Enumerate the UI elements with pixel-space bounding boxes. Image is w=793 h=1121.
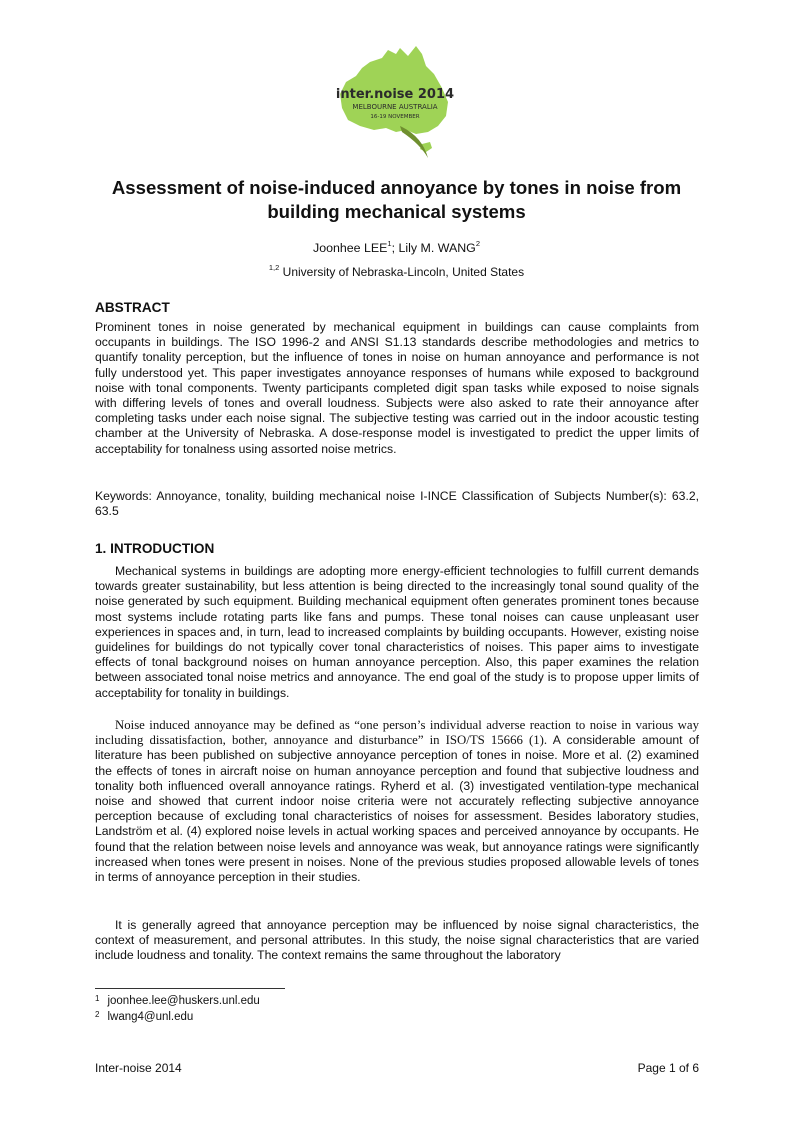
title-line-2: building mechanical systems xyxy=(267,201,526,222)
author-1-sup: 1 xyxy=(387,239,392,248)
footnote-1 xyxy=(95,995,260,1007)
intro-paragraph-2 xyxy=(95,718,699,885)
keywords: Keywords: Annoyance, tonality, building mechanical noise I-INCE Classification of Subjects Number(s): 63.2, 63.5 xyxy=(95,489,699,519)
footnote-1-number: 1 xyxy=(95,994,100,1003)
intro-paragraph-2-body: A considerable amount of literature has been published on subjective annoyance perception of tones in noise. More et al. (2) examined the effects of tones in aircraft noise on human annoyance perception and found that subjective loudness and tonality both influenced overall annoyance ratings. Ryherd et al. (3) investigated ventilation-type mechanical noise and showed that current indoor noise criteria were not accurately reflecting subjective annoyance perception because of excluding tonal characteristics of noises for assessment. Besides laboratory studies, Landström et al. (4) explored noise levels in actual working spaces and perceived annoyance by occupants. He found that the relation between noise levels and annoyance was weak, but annoyance ratings were significantly increased when tones were present in noises. None of the previous studies proposed allowable levels of tones in terms of annoyance perception in their studies. xyxy=(95,733,699,885)
intro-paragraph-3: It is generally agreed that annoyance perception may be influenced by noise signal characteristics, the context of measurement, and personal attributes. In this study, the noise signal characteristics that are varied include loudness and tonality. The context remains the same throughout the laboratory xyxy=(95,918,699,963)
author-1: Joonhee LEE xyxy=(313,241,388,255)
conference-logo xyxy=(330,40,460,165)
australia-map-icon xyxy=(330,40,460,165)
abstract-text: Prominent tones in noise generated by mechanical equipment in buildings can cause complaints from occupants in buildings. The ISO 1996-2 and ANSI S1.13 standards describe methodologies and metrics to quantify tonality perception, but the influence of tones in noise on human annoyance and performance is not fully understood yet. This paper investigates annoyance responses of humans while exposed to background noise with tonal components. Twenty participants completed digit span tasks while exposed to noise signals with differing levels of tones and overall loudness. Subjects were also asked to rate their annoyance after completing tasks under each noise signal. The subjective testing was carried out in the indoor acoustic testing chamber at the University of Nebraska. A dose-response model is investigated to predict the upper limits of acceptability for tonalness using assorted noise metrics. xyxy=(95,320,699,456)
section-heading-introduction: 1. INTRODUCTION xyxy=(95,541,215,556)
title-line-1: Assessment of noise-induced annoyance by tones in noise from xyxy=(111,177,682,198)
logo-dates: 16-19 NOVEMBER xyxy=(370,114,420,120)
footer-conference: Inter-noise 2014 xyxy=(95,1061,182,1075)
footnote-2-number: 2 xyxy=(95,1010,100,1019)
intro-paragraph-2-quote: Noise induced annoyance may be defined as “one person’s individual adverse reaction to noise in various way including dissatisfaction, bother, annoyance and disturbance” in ISO/TS 15666 (1). xyxy=(95,718,699,748)
author-2: Lily M. WANG xyxy=(398,241,476,255)
footnote-1-email: joonhee.lee@huskers.unl.edu xyxy=(107,995,260,1007)
footnote-2-email: lwang4@unl.edu xyxy=(107,1011,194,1023)
abstract-heading: ABSTRACT xyxy=(95,300,170,315)
logo-wordmark: inter.noise 2014 xyxy=(335,87,455,102)
footer-page-number: Page 1 of 6 xyxy=(637,1061,699,1075)
paper-title xyxy=(80,176,713,224)
intro-paragraph-1: Mechanical systems in buildings are adopting more energy-efficient technologies to fulfill current demands towards greater sustainability, but less attention is being directed to the increasingly tonal sound quality of the noise generated by such equipment. Building mechanical equipment often generates prominent tones because most systems include rotating parts like fans and pumps. These tonal noises can cause unpleasant user experiences in spaces and, in turn, lead to increased complaints by building occupants. However, existing noise guidelines for buildings do not typically cover tonal characteristics of noises. This paper aims to investigate effects of tonal background noises on human annoyance perception. Also, this paper examines the relation between associated tonal noise metrics and annoyance. The end goal of the study is to propose upper limits of acceptability for tonality in buildings. xyxy=(95,564,699,700)
author-2-sup: 2 xyxy=(475,239,480,248)
footnote-divider xyxy=(95,988,285,989)
affiliation xyxy=(0,265,793,279)
affiliation-sup: 1,2 xyxy=(268,263,280,272)
logo-location: MELBOURNE AUSTRALIA xyxy=(352,103,438,111)
author-separator: ; xyxy=(391,241,399,255)
author-list xyxy=(0,241,793,255)
footnote-2 xyxy=(95,1011,193,1023)
affiliation-text: University of Nebraska-Lincoln, United States xyxy=(279,265,525,279)
